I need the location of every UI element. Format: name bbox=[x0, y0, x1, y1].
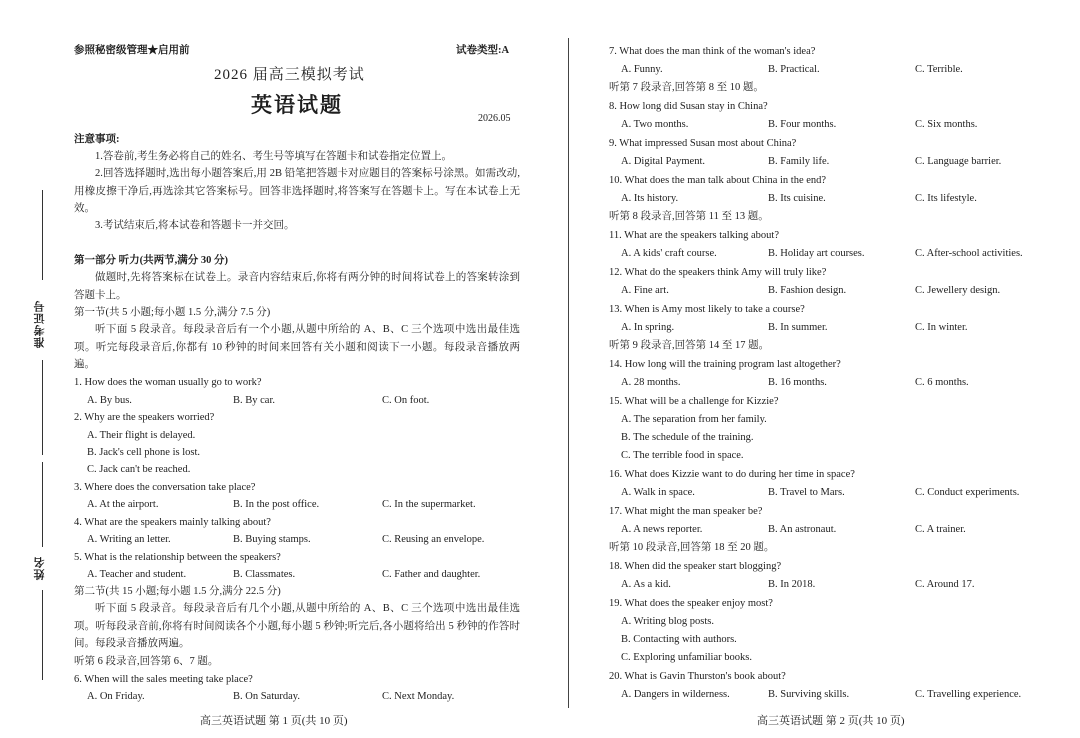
option: C. Jack can't be reached. bbox=[87, 464, 191, 475]
option: B. Four months. bbox=[768, 119, 837, 130]
option: B. Surviving skills. bbox=[768, 689, 850, 700]
question-stem: 16. What does Kizzie want to do during her time in space? bbox=[609, 469, 855, 480]
option: A. In spring. bbox=[621, 322, 675, 333]
question-stem: 8. How long did Susan stay in China? bbox=[609, 101, 768, 112]
option: C. Travelling experience. bbox=[915, 689, 1022, 700]
question-stem: 10. What does the man talk about China in the end? bbox=[609, 175, 827, 186]
option: C. After-school activities. bbox=[915, 248, 1023, 259]
question-stem: 4. What are the speakers mainly talking about? bbox=[74, 517, 271, 528]
option: B. An astronaut. bbox=[768, 524, 837, 535]
part-heading: 第一部分 听力(共两节,满分 30 分) bbox=[74, 255, 228, 266]
question-stem: 3. Where does the conversation take place? bbox=[74, 482, 256, 493]
notes-heading: 注意事项: bbox=[74, 134, 120, 145]
option: C. Conduct experiments. bbox=[915, 487, 1020, 498]
recording-instruction: 听第 9 段录音,回答第 14 至 17 题。 bbox=[609, 340, 770, 351]
question-stem: 9. What impressed Susan most about China? bbox=[609, 138, 797, 149]
section-intro: 听下面 5 段录音。每段录音后有一个小题,从题中所给的 A、B、C 三个选项中选出最佳选项。听完每段录音后,你都有 10 秒钟的时间来回答有关小题和阅读下一小题。每段录音播放两遍。 bbox=[74, 324, 520, 370]
option: A. The separation from her family. bbox=[621, 414, 767, 425]
option: A. Its history. bbox=[621, 193, 679, 204]
option: A. Two months. bbox=[621, 119, 689, 130]
page-divider bbox=[568, 38, 569, 708]
option: C. 6 months. bbox=[915, 377, 969, 388]
option: C. Next Monday. bbox=[382, 691, 455, 702]
option: C. A trainer. bbox=[915, 524, 966, 535]
option: A. Dangers in wilderness. bbox=[621, 689, 730, 700]
note-item: 3.考试结束后,将本试卷和答题卡一并交回。 bbox=[95, 220, 295, 231]
recording-instruction: 听第 8 段录音,回答第 11 至 13 题。 bbox=[609, 211, 769, 222]
option: A. A news reporter. bbox=[621, 524, 703, 535]
option: B. Classmates. bbox=[233, 569, 296, 580]
option: C. The terrible food in space. bbox=[621, 450, 744, 461]
option: C. In the supermarket. bbox=[382, 499, 476, 510]
option: B. In summer. bbox=[768, 322, 828, 333]
side-divider bbox=[42, 360, 43, 455]
exam-number-label: 准考证号 bbox=[34, 300, 46, 348]
option: C. Six months. bbox=[915, 119, 978, 130]
option: B. Its cuisine. bbox=[768, 193, 826, 204]
part-intro: 做题时,先将答案标在试卷上。录音内容结束后,你将有两分钟的时间将试卷上的答案转涂到答题卡上。 bbox=[74, 272, 520, 301]
confidentiality-header: 参照秘密级管理★启用前 bbox=[74, 45, 190, 56]
option: A. Funny. bbox=[621, 64, 663, 75]
recording-instruction: 听第 10 段录音,回答第 18 至 20 题。 bbox=[609, 542, 775, 553]
paper-type: 试卷类型:A bbox=[456, 45, 510, 56]
option: A. At the airport. bbox=[87, 499, 159, 510]
question-stem: 19. What does the speaker enjoy most? bbox=[609, 598, 773, 609]
subject-title: 英语试题 bbox=[251, 93, 343, 117]
side-divider bbox=[42, 190, 43, 280]
page-footer: 高三英语试题 第 1 页(共 10 页) bbox=[200, 715, 348, 727]
option: A. Writing blog posts. bbox=[621, 616, 715, 627]
section-heading: 第二节(共 15 小题;每小题 1.5 分,满分 22.5 分) bbox=[74, 586, 281, 597]
question-stem: 13. When is Amy most likely to take a course? bbox=[609, 304, 805, 315]
note-item: 1.答卷前,考生务必将自己的姓名、考生号等填写在答题卡和试卷指定位置上。 bbox=[95, 151, 452, 162]
page-footer: 高三英语试题 第 2 页(共 10 页) bbox=[757, 715, 905, 727]
section-heading: 第一节(共 5 小题;每小题 1.5 分,满分 7.5 分) bbox=[74, 307, 271, 318]
option: C. Reusing an envelope. bbox=[382, 534, 485, 545]
side-divider bbox=[42, 462, 43, 547]
question-stem: 6. When will the sales meeting take place? bbox=[74, 674, 253, 685]
option: A. Digital Payment. bbox=[621, 156, 705, 167]
recording-instruction: 听第 6 段录音,回答第 6、7 题。 bbox=[74, 656, 219, 667]
option: B. Practical. bbox=[768, 64, 820, 75]
option: C. Exploring unfamiliar books. bbox=[621, 652, 752, 663]
question-stem: 11. What are the speakers talking about? bbox=[609, 230, 779, 241]
option: B. Jack's cell phone is lost. bbox=[87, 447, 201, 458]
note-item: 2.回答选择题时,选出每小题答案后,用 2B 铅笔把答题卡对应题目的答案标号涂黑。如需改动,用橡皮擦干净后,再选涂其它答案标号。回答非选择题时,将答案写在答题卡上。写在本试卷上无效。 bbox=[74, 168, 520, 214]
option: A. Walk in space. bbox=[621, 487, 695, 498]
question-stem: 7. What does the man think of the woman's idea? bbox=[609, 46, 816, 57]
option: B. In the post office. bbox=[233, 499, 320, 510]
name-label: 姓名 bbox=[34, 556, 46, 580]
option: C. Around 17. bbox=[915, 579, 975, 590]
option: A. Teacher and student. bbox=[87, 569, 187, 580]
option: A. 28 months. bbox=[621, 377, 681, 388]
question-stem: 5. What is the relationship between the speakers? bbox=[74, 552, 281, 563]
recording-instruction: 听第 7 段录音,回答第 8 至 10 题。 bbox=[609, 82, 764, 93]
option: A. Their flight is delayed. bbox=[87, 430, 196, 441]
option: C. Jewellery design. bbox=[915, 285, 1001, 296]
option: A. As a kid. bbox=[621, 579, 671, 590]
option: A. Fine art. bbox=[621, 285, 669, 296]
exam-title: 2026 届高三模拟考试 bbox=[214, 67, 365, 83]
question-stem: 17. What might the man speaker be? bbox=[609, 506, 763, 517]
option: B. On Saturday. bbox=[233, 691, 300, 702]
option: B. In 2018. bbox=[768, 579, 816, 590]
option: A. On Friday. bbox=[87, 691, 145, 702]
option: B. Buying stamps. bbox=[233, 534, 311, 545]
question-stem: 18. When did the speaker start blogging? bbox=[609, 561, 782, 572]
option: C. Terrible. bbox=[915, 64, 963, 75]
option: B. By car. bbox=[233, 395, 275, 406]
question-stem: 1. How does the woman usually go to work? bbox=[74, 377, 262, 388]
option: B. Travel to Mars. bbox=[768, 487, 845, 498]
question-stem: 20. What is Gavin Thurston's book about? bbox=[609, 671, 786, 682]
question-stem: 12. What do the speakers think Amy will truly like? bbox=[609, 267, 827, 278]
option: A. Writing an letter. bbox=[87, 534, 171, 545]
question-stem: 14. How long will the training program last altogether? bbox=[609, 359, 841, 370]
option: C. Language barrier. bbox=[915, 156, 1002, 167]
question-stem: 2. Why are the speakers worried? bbox=[74, 412, 215, 423]
question-stem: 15. What will be a challenge for Kizzie? bbox=[609, 396, 779, 407]
option: B. 16 months. bbox=[768, 377, 827, 388]
option: B. Fashion design. bbox=[768, 285, 847, 296]
exam-date: 2026.05 bbox=[478, 113, 511, 124]
option: B. The schedule of the training. bbox=[621, 432, 754, 443]
option: C. On foot. bbox=[382, 395, 430, 406]
option: C. Father and daughter. bbox=[382, 569, 481, 580]
option: B. Family life. bbox=[768, 156, 830, 167]
option: A. By bus. bbox=[87, 395, 132, 406]
option: A. A kids' craft course. bbox=[621, 248, 717, 259]
option: C. In winter. bbox=[915, 322, 968, 333]
right-page bbox=[575, 0, 1080, 738]
option: B. Holiday art courses. bbox=[768, 248, 865, 259]
section-intro: 听下面 5 段录音。每段录音后有几个小题,从题中所给的 A、B、C 三个选项中选出最佳选项。听每段录音前,你将有时间阅读各个小题,每小题 5 秒钟;听完后,各小题将给出 5 秒钟的作答时间。每段录音播放两遍。 bbox=[74, 603, 520, 649]
side-divider bbox=[42, 590, 43, 680]
option: C. Its lifestyle. bbox=[915, 193, 977, 204]
option: B. Contacting with authors. bbox=[621, 634, 737, 645]
